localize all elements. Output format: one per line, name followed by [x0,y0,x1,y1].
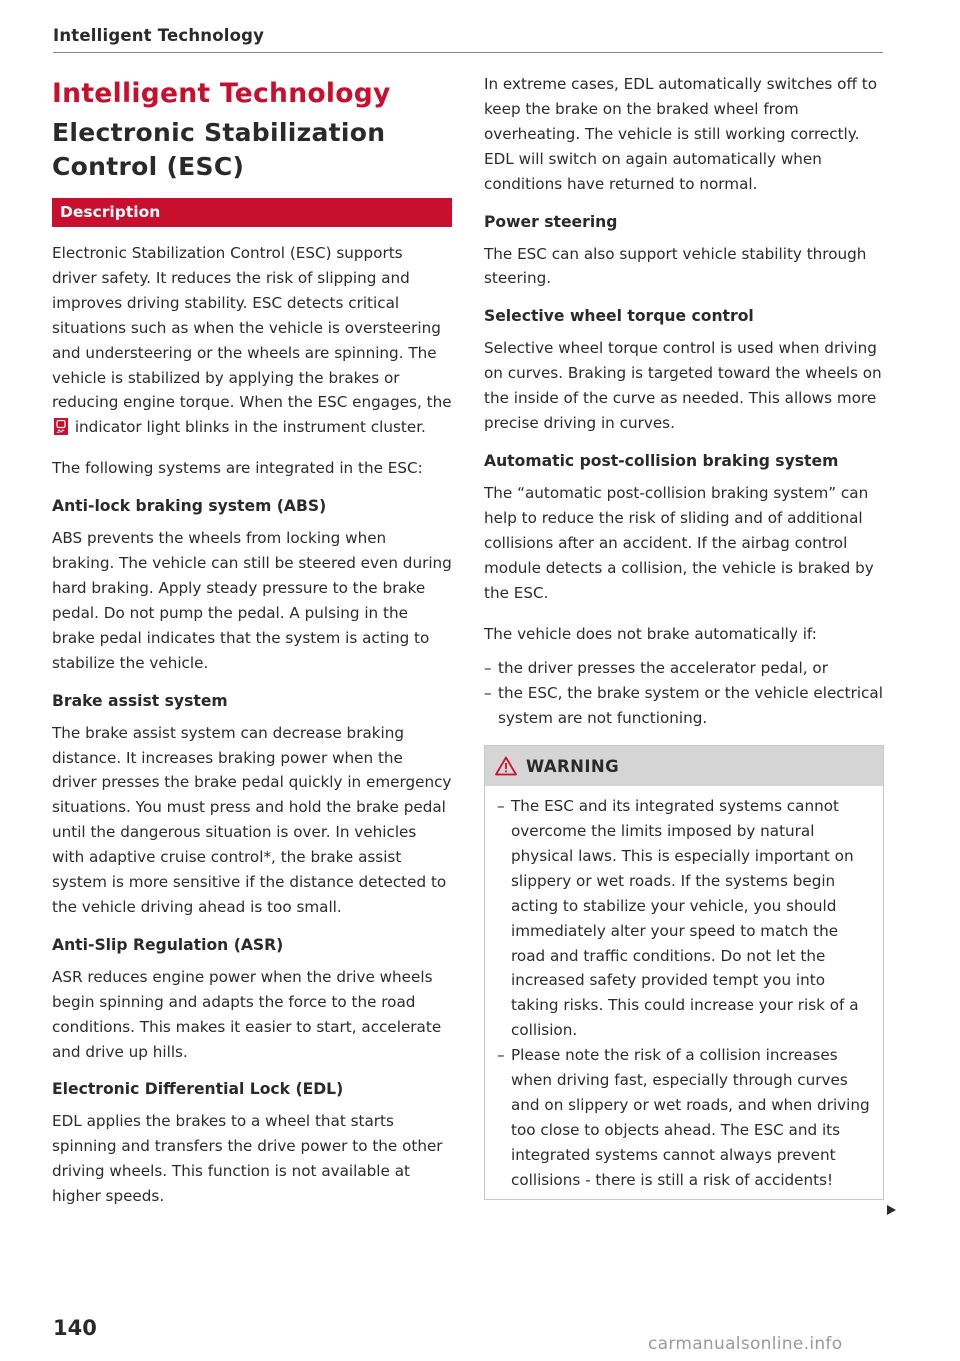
warning-header [485,746,883,786]
warning-triangle-icon [495,756,517,776]
warning-box [484,745,884,1200]
post-collision-paragraph: The “automatic post-collision braking system” can help to reduce the risk of sliding and of additional collisions after an accident. If the airbag control module detects a collision, the vehicle is braked by the ESC. [484,483,874,602]
right-column [484,72,884,1200]
description-bar: Description [52,198,452,227]
selective-torque-heading: Selective wheel torque control [484,307,754,326]
warning-title: WARNING [526,756,620,776]
warning-body [485,786,883,1199]
power-steering-heading: Power steering [484,212,618,231]
no-brake-intro: The vehicle does not brake automatically if: [484,624,817,643]
intro-text-b: indicator light blinks in the instrument cluster. [74,418,426,437]
edl-heading: Electronic Differential Lock (EDL) [52,1080,344,1099]
power-steering-paragraph: The ESC can also support vehicle stability through steering. [484,244,867,288]
chapter-title: Intelligent Technology [52,78,391,109]
running-header: Intelligent Technology [53,26,265,45]
watermark: carmanualsonline.info [648,1334,843,1354]
continue-arrow-icon [887,1205,896,1215]
asr-heading: Anti-Slip Regulation (ASR) [52,935,284,954]
edl-continued-paragraph: In extreme cases, EDL automatically switches off to keep the brake on the braked wheel from overheating. The vehicle is still working correctly. EDL will switch on again automatically when conditions have returned to normal. [484,75,877,193]
brake-assist-paragraph: The brake assist system can decrease braking distance. It increases braking power when the driver presses the brake pedal quickly in emergency situations. You must press and hold the brake pedal until the dangerous situation is over. In vehicles with adaptive cruise control*, the brake assist system is more sensitive if the distance detected to the vehicle driving ahead is too small. [52,723,452,916]
list-item: – the ESC, the brake system or the vehicle electrical system are not functioning. [484,681,884,731]
intro-text-a: Electronic Stabilization Control (ESC) supports driver safety. It reduces the risk of slipping and improves driving stability. ESC detects critical situations such as when the vehicle is oversteering and understeering or the wheels are spinning. The vehicle is stabilized by applying the brakes or reducing engine torque. When the ESC engages, the [52,244,452,412]
esc-indicator-icon [54,418,68,435]
list-item: – The ESC and its integrated systems cannot overcome the limits imposed by natural physical laws. This is especially important on slippery or wet roads. If the systems begin acting to stabilize your vehicle, you should immediately alter your speed to match the road and traffic conditions. Do not let the increased safety provided tempt you into taking risks. This could increase your risk of a collision. [497,794,871,1043]
edl-paragraph: EDL applies the brakes to a wheel that starts spinning and transfers the drive power to the other driving wheels. This function is not available at higher speeds. [52,1112,443,1206]
post-collision-heading: Automatic post-collision braking system [484,451,839,470]
intro-paragraph [52,241,452,440]
page-number: 140 [53,1316,97,1340]
list-item: – Please note the risk of a collision increases when driving fast, especially through curves and on slippery or wet roads, and when driving too close to objects ahead. The ESC and its integrated systems cannot always prevent collisions - there is still a risk of accidents! [497,1043,871,1192]
abs-paragraph: ABS prevents the wheels from locking when braking. The vehicle can still be steered even during hard braking. Apply steady pressure to the brake pedal. Do not pump the pedal. A pulsing in the brake pedal indicates that the system is acting to stabilize the vehicle. [52,529,452,672]
header-rule [53,52,883,53]
section-title: Electronic Stabilization Control (ESC) [52,118,386,181]
list-item: – the driver presses the accelerator pedal, or [484,656,884,681]
systems-intro: The following systems are integrated in the ESC: [52,459,423,478]
asr-paragraph: ASR reduces engine power when the drive wheels begin spinning and adapts the force to the road conditions. This makes it easier to start, accelerate and drive up hills. [52,967,442,1061]
brake-assist-heading: Brake assist system [52,691,228,710]
warning-list [497,794,871,1193]
left-column [52,72,452,1209]
abs-heading: Anti-lock braking system (ABS) [52,497,327,516]
selective-torque-paragraph: Selective wheel torque control is used when driving on curves. Braking is targeted toward the wheels on the inside of the curve as needed. This allows more precise driving in curves. [484,339,882,433]
no-brake-list [484,656,884,731]
